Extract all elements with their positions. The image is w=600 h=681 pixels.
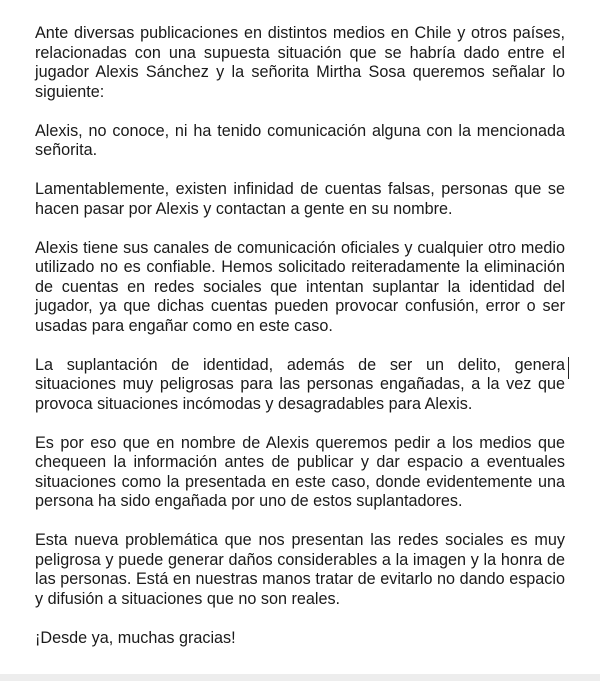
text-cursor — [568, 357, 569, 379]
paragraph-fake-accounts: Lamentablemente, existen infinidad de cuentas falsas, personas que se hacen pasar por Alexis y contactan a gente en su nombre. — [35, 180, 565, 218]
paragraph-no-contact: Alexis, no conoce, ni ha tenido comunicación alguna con la mencionada señorita. — [35, 121, 565, 159]
statement-body — [35, 24, 565, 648]
page-bottom-edge — [0, 674, 600, 681]
paragraph-official-channels: Alexis tiene sus canales de comunicación oficiales y cualquier otro medio utilizado no es confiable. Hemos solicitado reiteradamente la eliminación de cuentas en redes sociales que intentan suplantar la identidad del jugador, ya que dichas cuentas pueden provocar confusión, error o ser usadas para engañar como en este caso. — [35, 238, 565, 335]
paragraph-social-media-problem: Esta nueva problemática que nos presentan las redes sociales es muy peligrosa y puede generar daños considerables a la imagen y la honra de las personas. Está en nuestras manos tratar de evitarlo no dando espacio y difusión a situaciones que no son reales. — [35, 531, 565, 608]
paragraph-media-request: Es por eso que en nombre de Alexis queremos pedir a los medios que chequeen la información antes de publicar y dar espacio a eventuales situaciones como la presentada en este caso, donde evidentemente una persona ha sido engañada por uno de estos suplantadores. — [35, 433, 565, 510]
paragraph-closing: ¡Desde ya, muchas gracias! — [35, 628, 236, 647]
paragraph-identity-theft: La suplantación de identidad, además de ser un delito, genera situaciones muy peligrosas para las personas engañadas, a la vez que provoca situaciones incómodas y desagradables para Alexis. — [35, 355, 565, 413]
paragraph-intro: Ante diversas publicaciones en distintos medios en Chile y otros países, relacionadas con una supuesta situación que se habría dado entre el jugador Alexis Sánchez y la señorita Mirtha Sosa queremos señalar lo siguiente: — [35, 24, 565, 101]
